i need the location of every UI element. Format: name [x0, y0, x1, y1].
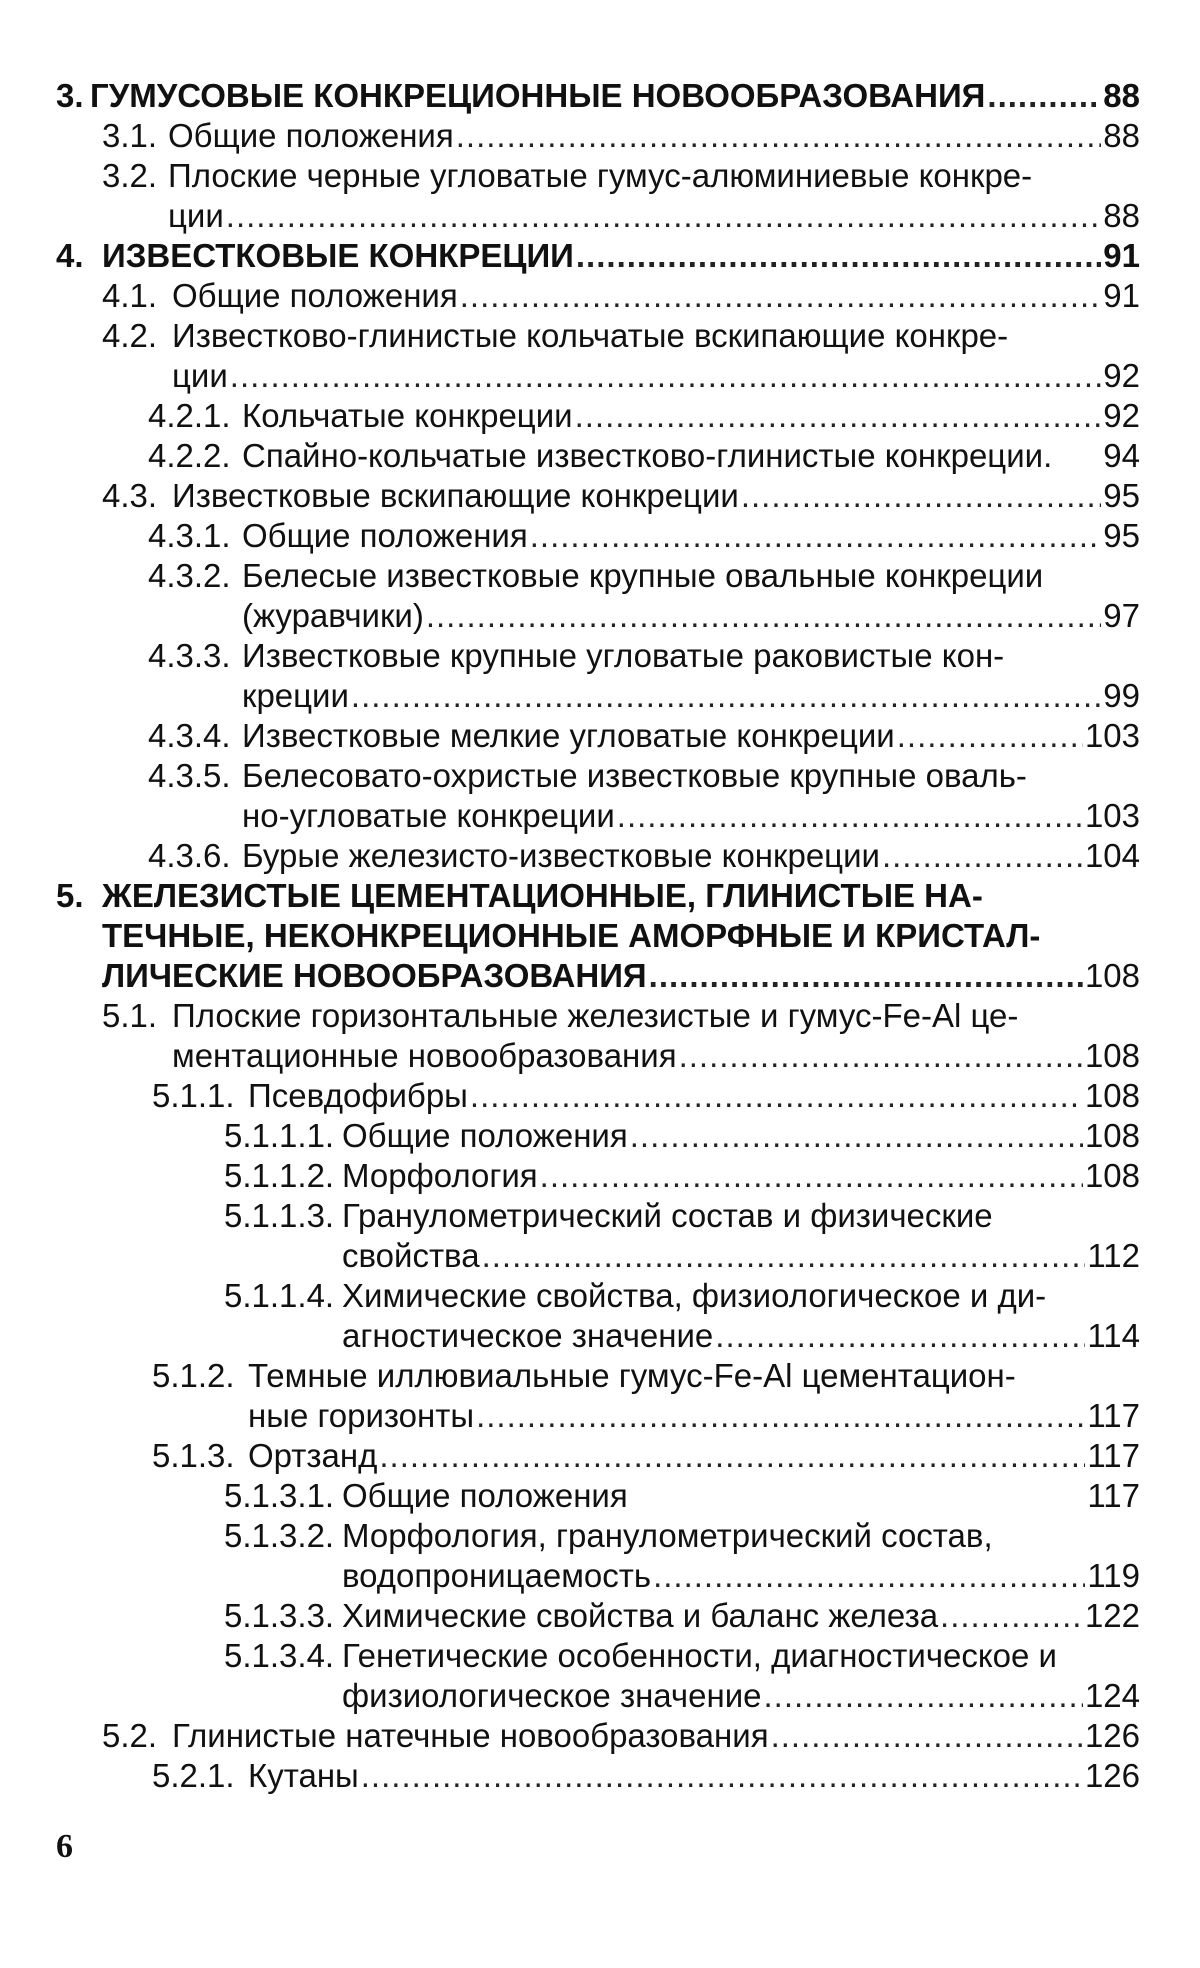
toc-title: Известковые мелкие угловатые конкреции	[242, 717, 895, 754]
toc-title: Глинистые натечные новообразования	[172, 1717, 769, 1754]
toc-title-continued: физиологическое значение	[342, 1677, 762, 1714]
toc-title: Общие положения	[242, 517, 528, 554]
toc-title: Общие положения	[168, 117, 454, 154]
toc-number: 5.	[56, 877, 84, 914]
dot-leader	[530, 516, 1102, 556]
dot-leader	[882, 836, 1083, 876]
dot-leader	[460, 276, 1102, 316]
toc-number: 5.1.1.	[152, 1077, 235, 1114]
toc-title: Псевдофибры	[248, 1077, 468, 1114]
toc-title: Общие положения	[172, 277, 458, 314]
toc-page: 114	[1087, 1317, 1140, 1354]
toc-page: 103	[1084, 797, 1140, 834]
toc-number: 5.1.1.4.	[224, 1277, 335, 1314]
toc-page: 88	[1103, 117, 1140, 154]
dot-leader	[575, 396, 1102, 436]
toc-page: 94	[1103, 437, 1140, 474]
dot-leader	[741, 476, 1101, 516]
toc-number: 5.1.1.3.	[224, 1197, 335, 1234]
toc-title: Спайно-кольчатые известково-глинистые конкреции.	[242, 437, 1053, 474]
toc-title: Известковые вскипающие конкреции	[172, 477, 739, 514]
page-number: 6	[56, 1828, 73, 1865]
toc-number: 5.1.1.2.	[224, 1157, 335, 1194]
dot-leader	[379, 1436, 1085, 1476]
toc-title-continued: но-угловатые конкреции	[242, 797, 615, 834]
toc-number: 5.1.3.	[152, 1437, 235, 1474]
toc-page: 103	[1084, 717, 1140, 754]
toc-title: Известково-глинистые кольчатые вскипающие конкре-	[172, 317, 1009, 354]
dot-leader	[653, 1556, 1085, 1596]
toc-number: 4.3.4.	[148, 717, 231, 754]
toc-title: ЖЕЛЕЗИСТЫЕ ЦЕМЕНТАЦИОННЫЕ, ГЛИНИСТЫЕ НА-	[102, 877, 983, 914]
toc-number: 4.2.2.	[148, 437, 231, 474]
toc-page: 108	[1084, 1117, 1140, 1154]
toc-number: 4.3.3.	[148, 637, 231, 674]
toc-page: 122	[1084, 1597, 1140, 1634]
toc-number: 5.1.3.3.	[224, 1597, 335, 1634]
dot-leader	[617, 796, 1083, 836]
toc-number: 4.2.1.	[148, 397, 231, 434]
toc-page: 88	[1103, 77, 1140, 114]
dot-leader	[649, 956, 1083, 996]
toc-title-continued: ментационные новообразования	[172, 1037, 677, 1074]
toc-title: Плоские горизонтальные железистые и гумус-Fe-Al це-	[172, 997, 1019, 1034]
dot-leader	[226, 196, 1102, 236]
toc-number: 4.2.	[102, 317, 158, 354]
toc-number: 5.1.3.1.	[224, 1477, 335, 1514]
dot-leader	[482, 1236, 1086, 1276]
toc-number: 5.1.3.2.	[224, 1517, 335, 1554]
toc-title: Общие положения	[342, 1117, 628, 1154]
toc-page: 126	[1084, 1757, 1140, 1794]
toc-page: 117	[1087, 1397, 1140, 1434]
toc-number: 5.1.2.	[152, 1357, 235, 1394]
toc-number: 4.	[56, 237, 84, 274]
toc-number: 4.1.	[102, 277, 158, 314]
toc-number: 4.3.6.	[148, 837, 231, 874]
dot-leader	[540, 1156, 1083, 1196]
toc-page: 124	[1084, 1677, 1140, 1714]
dot-leader	[630, 1116, 1083, 1156]
toc-title: Общие положения	[342, 1477, 628, 1514]
toc-page: 91	[1103, 277, 1140, 314]
dot-leader	[456, 116, 1102, 156]
toc-title: Химические свойства и баланс железа	[342, 1597, 939, 1634]
toc-number: 5.2.1.	[152, 1757, 235, 1794]
dot-leader	[771, 1716, 1083, 1756]
toc-title-continued: свойства	[342, 1237, 480, 1274]
toc-title-continued: ции	[168, 197, 224, 234]
toc-title: Кутаны	[248, 1757, 359, 1794]
toc-number: 5.1.3.4.	[224, 1637, 335, 1674]
toc-page: 99	[1103, 677, 1140, 714]
toc-page: 88	[1103, 197, 1140, 234]
toc-title-continued: ТЕЧНЫЕ, НЕКОНКРЕЦИОННЫЕ АМОРФНЫЕ И КРИСТАЛ-	[102, 917, 1041, 954]
toc-title: Белесые известковые крупные овальные конкреции	[242, 557, 1044, 594]
toc-page: 95	[1103, 477, 1140, 514]
toc-number: 3.1.	[102, 117, 158, 154]
toc-title: Гранулометрический состав и физические	[342, 1197, 993, 1234]
toc-title: Морфология, гранулометрический состав,	[342, 1517, 993, 1554]
toc-number: 4.3.2.	[148, 557, 231, 594]
toc-title-continued: ции	[172, 357, 228, 394]
dot-leader	[715, 1316, 1085, 1356]
dot-leader	[987, 76, 1101, 116]
toc-title-continued: агностическое значение	[342, 1317, 714, 1354]
toc-page: 95	[1103, 517, 1140, 554]
toc-title-continued: (журавчики)	[242, 597, 424, 634]
toc-number: 3.	[56, 77, 84, 114]
toc-page: 112	[1087, 1237, 1140, 1274]
toc-number: 4.3.	[102, 477, 158, 514]
toc-page: 126	[1084, 1717, 1140, 1754]
toc-page: 97	[1103, 597, 1140, 634]
toc-page: 92	[1103, 397, 1140, 434]
toc-title: Известковые крупные угловатые раковистые кон-	[242, 637, 1005, 674]
toc-page: 91	[1103, 237, 1140, 274]
toc-page: 92	[1103, 357, 1140, 394]
dot-leader	[361, 1756, 1083, 1796]
toc-number: 5.1.1.1.	[224, 1117, 335, 1154]
toc-number: 4.3.1.	[148, 517, 231, 554]
toc-number: 5.1.	[102, 997, 158, 1034]
toc-title: Химические свойства, физиологическое и ди-	[342, 1277, 1047, 1314]
toc-title: Плоские черные угловатые гумус-алюминиевые конкре-	[168, 157, 1033, 194]
toc-page: 119	[1087, 1557, 1140, 1594]
toc-title: Морфология	[342, 1157, 538, 1194]
toc-page: 108	[1084, 1037, 1140, 1074]
dot-leader	[764, 1676, 1083, 1716]
dot-leader	[576, 236, 1101, 276]
toc-page: 104	[1084, 837, 1140, 874]
toc-title: Белесовато-охристые известковые крупные оваль-	[242, 757, 1027, 794]
toc-title: Бурые железисто-известковые конкреции	[242, 837, 880, 874]
toc-title: Кольчатые конкреции	[242, 397, 573, 434]
toc-page: 108	[1084, 1077, 1140, 1114]
toc-title: Генетические особенности, диагностическое и	[342, 1637, 1057, 1674]
toc-title: ГУМУСОВЫЕ КОНКРЕЦИОННЫЕ НОВООБРАЗОВАНИЯ	[90, 77, 986, 114]
dot-leader	[940, 1596, 1083, 1636]
toc-title: ИЗВЕСТКОВЫЕ КОНКРЕЦИИ	[102, 237, 574, 274]
toc-title-continued: ные горизонты	[248, 1397, 475, 1434]
dot-leader	[426, 596, 1101, 636]
dot-leader	[230, 356, 1102, 396]
toc-page: 108	[1084, 957, 1140, 994]
toc-title-continued: ЛИЧЕСКИЕ НОВООБРАЗОВАНИЯ	[102, 957, 647, 994]
toc-page: 117	[1087, 1437, 1140, 1474]
toc-title: Темные иллювиальные гумус-Fe-Al цементацион-	[248, 1357, 1016, 1394]
dot-leader	[351, 676, 1101, 716]
toc-title-continued: водопроницаемость	[342, 1557, 652, 1594]
toc-number: 5.2.	[102, 1717, 158, 1754]
dot-leader	[476, 1396, 1085, 1436]
toc-number: 3.2.	[102, 157, 158, 194]
dot-leader	[679, 1036, 1083, 1076]
toc-number: 4.3.5.	[148, 757, 231, 794]
dot-leader	[897, 716, 1083, 756]
toc-page: 117	[1087, 1477, 1140, 1514]
toc-page: 108	[1084, 1157, 1140, 1194]
dot-leader	[470, 1076, 1083, 1116]
toc-title-continued: креции	[242, 677, 349, 714]
toc-title: Ортзанд	[248, 1437, 378, 1474]
